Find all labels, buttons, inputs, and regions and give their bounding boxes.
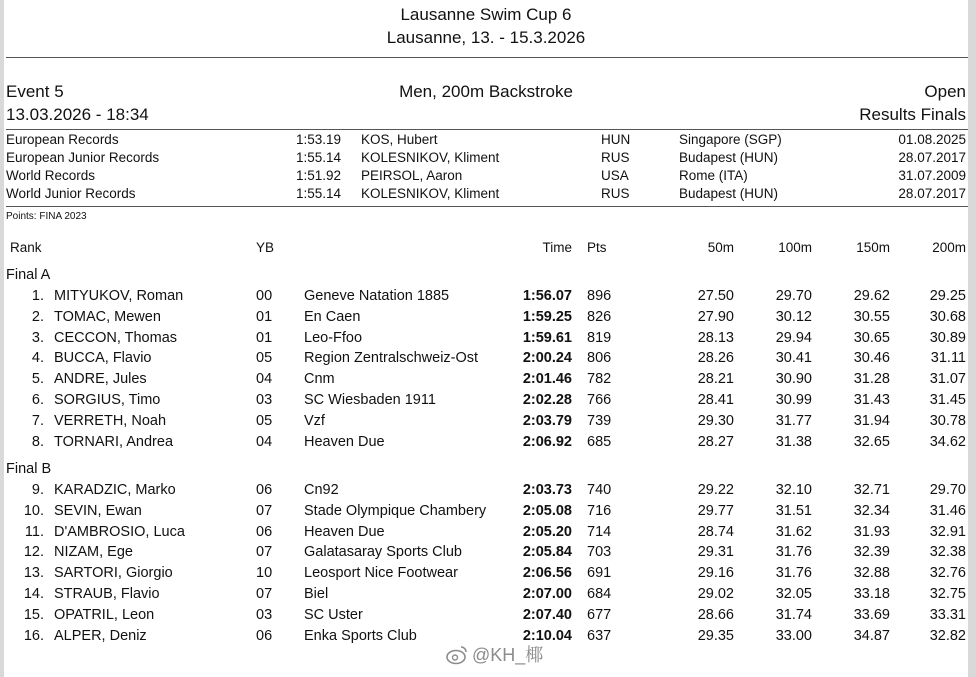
row-yb: 03: [256, 607, 273, 623]
row-split-100: 31.76: [775, 544, 812, 560]
row-rank: 15.: [23, 607, 44, 623]
row-split-50: 29.35: [697, 628, 734, 644]
row-split-50: 29.31: [697, 544, 734, 560]
row-rank: 8.: [31, 434, 44, 450]
watermark: [446, 641, 543, 667]
row-split-150: 31.93: [853, 524, 890, 540]
record-time: 1:55.14: [295, 186, 341, 201]
record-holder: KOS, Hubert: [361, 132, 438, 147]
col-time: Time: [542, 240, 572, 255]
record-time: 1:55.14: [295, 150, 341, 165]
row-club: Heaven Due: [304, 434, 385, 450]
row-split-50: 27.50: [697, 288, 734, 304]
row-split-150: 30.46: [853, 350, 890, 366]
row-split-100: 31.76: [775, 565, 812, 581]
divider: [6, 206, 968, 207]
row-points: 739: [587, 413, 612, 429]
row-points: 703: [587, 544, 612, 560]
row-split-50: 28.21: [697, 371, 734, 387]
row-split-50: 29.02: [697, 586, 734, 602]
row-split-200: 33.31: [929, 607, 966, 623]
row-rank: 2.: [31, 309, 44, 325]
row-club: Vzf: [304, 413, 325, 429]
row-split-200: 34.62: [929, 434, 966, 450]
row-yb: 04: [256, 371, 273, 387]
row-yb: 05: [256, 413, 273, 429]
row-time: 2:07.00: [522, 586, 572, 602]
record-holder: KOLESNIKOV, Kliment: [361, 150, 500, 165]
row-split-150: 32.39: [853, 544, 890, 560]
row-time: 2:02.28: [522, 392, 572, 408]
event-category: Open: [924, 82, 966, 101]
row-points: 740: [587, 482, 612, 498]
row-yb: 01: [256, 330, 273, 346]
row-club: Geneve Natation 1885: [304, 288, 450, 304]
row-rank: 12.: [23, 544, 44, 560]
record-date: 31.07.2009: [898, 168, 966, 183]
row-split-150: 32.71: [853, 482, 890, 498]
row-split-100: 30.12: [775, 309, 812, 325]
record-nation: RUS: [601, 150, 630, 165]
row-swimmer: D'AMBROSIO, Luca: [54, 524, 185, 540]
row-time: 2:10.04: [522, 628, 572, 644]
col-50m: 50m: [707, 240, 734, 255]
record-place: Budapest (HUN): [679, 150, 779, 165]
row-split-200: 32.75: [929, 586, 966, 602]
row-swimmer: MITYUKOV, Roman: [54, 288, 184, 304]
row-split-200: 29.25: [929, 288, 966, 304]
col-rank: Rank: [10, 240, 42, 255]
row-time: 2:07.40: [522, 607, 572, 623]
row-time: 1:56.07: [522, 288, 572, 304]
row-split-50: 27.90: [697, 309, 734, 325]
results-sheet: [4, 0, 968, 677]
row-points: 677: [587, 607, 612, 623]
row-split-150: 31.28: [853, 371, 890, 387]
row-points: 782: [587, 371, 612, 387]
record-time: 1:51.92: [295, 168, 341, 183]
row-club: Biel: [304, 586, 329, 602]
record-label: European Junior Records: [6, 150, 160, 165]
row-split-200: 31.46: [929, 503, 966, 519]
row-split-100: 32.05: [775, 586, 812, 602]
row-club: Leosport Nice Footwear: [304, 565, 458, 581]
record-time: 1:53.19: [295, 132, 341, 147]
row-swimmer: SARTORI, Giorgio: [54, 565, 173, 581]
row-split-100: 32.10: [775, 482, 812, 498]
row-swimmer: CECCON, Thomas: [54, 330, 178, 346]
row-rank: 9.: [31, 482, 44, 498]
points-note: Points: FINA 2023: [6, 211, 87, 222]
record-place: Singapore (SGP): [679, 132, 782, 147]
row-rank: 3.: [31, 330, 44, 346]
record-holder: KOLESNIKOV, Kliment: [361, 186, 500, 201]
event-result-type: Results Finals: [859, 105, 966, 124]
meet-title: Lausanne Swim Cup 6: [400, 5, 572, 24]
row-time: 2:06.92: [522, 434, 572, 450]
row-split-50: 28.13: [697, 330, 734, 346]
record-holder: PEIRSOL, Aaron: [361, 168, 463, 183]
row-split-150: 33.69: [853, 607, 890, 623]
row-points: 684: [587, 586, 612, 602]
row-split-100: 31.38: [775, 434, 812, 450]
row-club: Region Zentralschweiz-Ost: [304, 350, 479, 366]
watermark-text: @KH_椰: [472, 645, 544, 665]
record-label: European Records: [6, 132, 119, 147]
record-label: World Records: [6, 168, 96, 183]
row-split-100: 31.74: [775, 607, 812, 623]
row-points: 716: [587, 503, 612, 519]
row-split-100: 31.51: [775, 503, 812, 519]
row-swimmer: ANDRE, Jules: [54, 371, 147, 387]
row-split-200: 30.89: [929, 330, 966, 346]
row-yb: 01: [256, 309, 273, 325]
record-place: Rome (ITA): [679, 168, 748, 183]
row-yb: 07: [256, 586, 273, 602]
row-points: 685: [587, 434, 612, 450]
row-club: Cnm: [304, 371, 335, 387]
col-yb: YB: [256, 240, 275, 255]
row-yb: 06: [256, 628, 273, 644]
row-split-150: 33.18: [853, 586, 890, 602]
row-swimmer: NIZAM, Ege: [54, 544, 133, 560]
row-yb: 03: [256, 392, 273, 408]
row-time: 1:59.61: [522, 330, 572, 346]
row-yb: 07: [256, 503, 273, 519]
row-time: 2:03.79: [522, 413, 572, 429]
event-name: Men, 200m Backstroke: [399, 82, 573, 101]
row-swimmer: SEVIN, Ewan: [54, 503, 142, 519]
row-split-200: 29.70: [929, 482, 966, 498]
row-club: Enka Sports Club: [304, 628, 417, 644]
divider: [6, 57, 968, 58]
row-time: 1:59.25: [522, 309, 572, 325]
row-split-200: 32.91: [929, 524, 966, 540]
row-split-50: 29.30: [697, 413, 734, 429]
record-nation: HUN: [601, 132, 631, 147]
row-time: 2:00.24: [522, 350, 572, 366]
row-split-100: 30.41: [775, 350, 812, 366]
row-yb: 07: [256, 544, 273, 560]
row-split-200: 30.78: [929, 413, 966, 429]
row-rank: 14.: [23, 586, 44, 602]
row-swimmer: ALPER, Deniz: [54, 628, 147, 644]
row-time: 2:05.84: [522, 544, 572, 560]
row-club: Galatasaray Sports Club: [304, 544, 462, 560]
divider: [6, 129, 968, 130]
row-points: 819: [587, 330, 612, 346]
row-time: 2:05.08: [522, 503, 572, 519]
row-time: 2:03.73: [522, 482, 572, 498]
row-time: 2:05.20: [522, 524, 572, 540]
row-points: 826: [587, 309, 612, 325]
section-heading: Final B: [6, 461, 52, 477]
row-split-150: 32.88: [853, 565, 890, 581]
row-split-100: 33.00: [775, 628, 812, 644]
row-rank: 5.: [31, 371, 44, 387]
section-heading: Final A: [6, 267, 51, 283]
row-swimmer: OPATRIL, Leon: [54, 607, 155, 623]
row-split-150: 31.94: [853, 413, 890, 429]
row-points: 766: [587, 392, 612, 408]
row-split-100: 29.94: [775, 330, 812, 346]
row-split-100: 29.70: [775, 288, 812, 304]
row-split-50: 29.77: [697, 503, 734, 519]
row-yb: 04: [256, 434, 273, 450]
col-100m: 100m: [778, 240, 812, 255]
row-club: Cn92: [304, 482, 339, 498]
row-yb: 10: [256, 565, 273, 581]
row-split-50: 28.27: [697, 434, 734, 450]
record-date: 28.07.2017: [898, 150, 966, 165]
weibo-logo-icon: [446, 645, 468, 665]
row-split-150: 32.65: [853, 434, 890, 450]
row-split-100: 30.90: [775, 371, 812, 387]
row-club: Stade Olympique Chambery: [304, 503, 487, 519]
row-points: 637: [587, 628, 612, 644]
row-split-100: 30.99: [775, 392, 812, 408]
row-rank: 11.: [24, 524, 44, 540]
row-rank: 6.: [31, 392, 44, 408]
record-place: Budapest (HUN): [679, 186, 779, 201]
row-swimmer: VERRETH, Noah: [54, 413, 167, 429]
row-swimmer: BUCCA, Flavio: [54, 350, 152, 366]
row-swimmer: SORGIUS, Timo: [54, 392, 161, 408]
row-split-200: 32.38: [929, 544, 966, 560]
record-nation: USA: [601, 168, 629, 183]
row-split-50: 28.26: [697, 350, 734, 366]
row-yb: 06: [256, 482, 273, 498]
row-split-200: 30.68: [929, 309, 966, 325]
row-split-150: 32.34: [853, 503, 890, 519]
row-time: 2:01.46: [522, 371, 572, 387]
row-split-50: 28.74: [697, 524, 734, 540]
row-split-50: 28.66: [697, 607, 734, 623]
row-swimmer: TORNARI, Andrea: [54, 434, 174, 450]
col-pts: Pts: [587, 240, 607, 255]
row-time: 2:06.56: [522, 565, 572, 581]
row-points: 806: [587, 350, 612, 366]
row-split-200: 32.82: [929, 628, 966, 644]
record-date: 28.07.2017: [898, 186, 966, 201]
row-rank: 10.: [23, 503, 44, 519]
row-club: SC Wiesbaden 1911: [304, 392, 436, 408]
row-split-150: 30.65: [853, 330, 890, 346]
record-nation: RUS: [601, 186, 630, 201]
row-yb: 05: [256, 350, 273, 366]
row-rank: 1.: [31, 288, 44, 304]
row-rank: 4.: [31, 350, 44, 366]
row-split-150: 30.55: [853, 309, 890, 325]
row-club: Leo-Ffoo: [304, 330, 363, 346]
meet-subtitle: Lausanne, 13. - 15.3.2026: [386, 28, 586, 47]
event-datetime: 13.03.2026 - 18:34: [6, 105, 149, 124]
row-club: Heaven Due: [304, 524, 385, 540]
record-label: World Junior Records: [6, 186, 136, 201]
row-club: SC Uster: [304, 607, 363, 623]
row-split-100: 31.77: [775, 413, 812, 429]
row-rank: 7.: [31, 413, 44, 429]
row-split-200: 31.07: [929, 371, 966, 387]
row-split-150: 34.87: [853, 628, 890, 644]
row-split-100: 31.62: [775, 524, 812, 540]
record-date: 01.08.2025: [898, 132, 966, 147]
row-club: En Caen: [304, 309, 361, 325]
row-swimmer: KARADZIC, Marko: [54, 482, 176, 498]
row-swimmer: TOMAC, Mewen: [54, 309, 161, 325]
col-200m: 200m: [932, 240, 966, 255]
row-split-200: 31.11: [930, 350, 966, 366]
row-split-50: 29.22: [697, 482, 734, 498]
row-rank: 13.: [23, 565, 44, 581]
row-split-200: 31.45: [929, 392, 966, 408]
row-swimmer: STRAUB, Flavio: [54, 586, 160, 602]
row-yb: 06: [256, 524, 273, 540]
row-points: 714: [587, 524, 612, 540]
row-yb: 00: [256, 288, 273, 304]
row-split-150: 29.62: [853, 288, 890, 304]
row-points: 691: [587, 565, 612, 581]
row-split-200: 32.76: [929, 565, 966, 581]
event-number: Event 5: [6, 82, 64, 101]
row-rank: 16.: [23, 628, 44, 644]
row-points: 896: [587, 288, 612, 304]
col-150m: 150m: [856, 240, 890, 255]
row-split-150: 31.43: [853, 392, 890, 408]
row-split-50: 29.16: [697, 565, 734, 581]
row-split-50: 28.41: [697, 392, 734, 408]
